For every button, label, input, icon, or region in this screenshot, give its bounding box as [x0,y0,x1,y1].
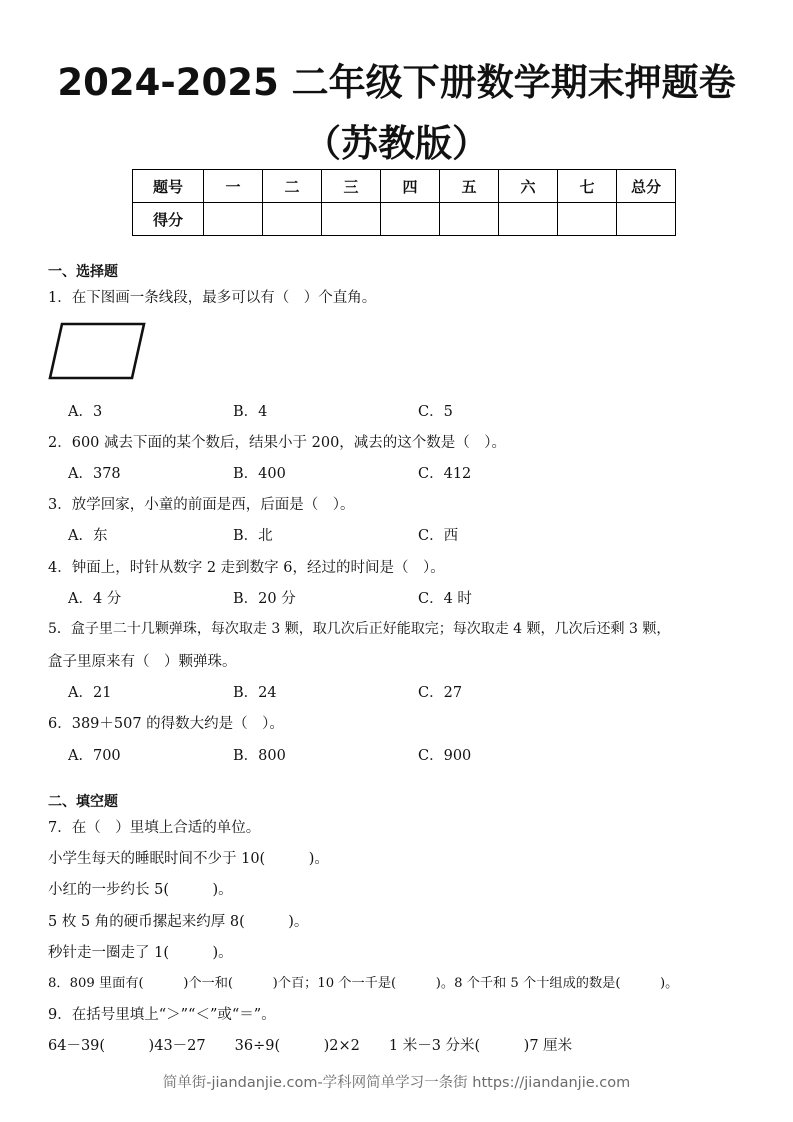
q7-item: 5 枚 5 角的硬币摞起来约厚 8( )。 [48,914,309,930]
score-header-cell: 题号 [133,170,204,203]
question-2: 2．600 减去下面的某个数后，结果小于 200，减去的这个数是（ ）。 [48,435,507,451]
q3-option-b[interactable]: B．北 [233,528,273,544]
question-5-line-2: 盒子里原来有（ ）颗弹珠。 [48,654,237,670]
score-header-cell: 六 [499,170,558,203]
score-header-cell: 一 [204,170,263,203]
section-heading-fill: 二、填空题 [48,794,118,810]
q7-item: 秒针走一圈走了 1( )。 [48,945,233,961]
question-4: 4．钟面上，时针从数字 2 走到数字 6，经过的时间是（ ）。 [48,560,445,576]
q9-items: 64－39( )43－27 36÷9( )2×2 1 米－3 分米( )7 厘米 [48,1038,573,1054]
score-cell[interactable] [499,203,558,236]
score-header-cell: 二 [263,170,322,203]
score-cell[interactable] [440,203,499,236]
q3-option-a[interactable]: A．东 [68,528,108,544]
q5-option-b[interactable]: B．24 [233,685,277,701]
q7-item: 小学生每天的睡眠时间不少于 10( )。 [48,851,329,867]
q4-option-a[interactable]: A．4 分 [68,591,122,607]
score-table-header-row [133,170,676,203]
page-subtitle: （苏教版） [304,122,489,165]
question-7: 7．在（ ）里填上合适的单位。 [48,820,261,836]
question-5-line-1: 5．盒子里二十几颗弹珠，每次取走 3 颗，取几次后正好能取完；每次取走 4 颗，几次后还剩 3 颗， [48,621,671,637]
q5-option-a[interactable]: A．21 [68,685,112,701]
q1-option-c[interactable]: C．5 [418,404,453,420]
score-table [132,169,676,236]
score-cell[interactable] [617,203,676,236]
q6-option-b[interactable]: B．800 [233,748,286,764]
q6-option-c[interactable]: C．900 [418,748,472,764]
score-row-label: 得分 [133,203,204,236]
score-header-cell: 三 [322,170,381,203]
score-header-cell: 总分 [617,170,676,203]
q2-option-b[interactable]: B．400 [233,466,286,482]
q2-option-a[interactable]: A．378 [68,466,121,482]
section-heading-choice: 一、选择题 [48,264,118,280]
question-1: 1．在下图画一条线段，最多可以有（ ）个直角。 [48,290,377,306]
question-8: 8．809 里面有( )个一和( )个百；10 个一千是( )。8 个千和 5 个十组成的数是( )。 [48,976,679,991]
score-cell[interactable] [558,203,617,236]
q4-option-b[interactable]: B．20 分 [233,591,296,607]
q3-option-c[interactable]: C．西 [418,528,459,544]
q7-item: 小红的一步约长 5( )。 [48,882,233,898]
q1-option-b[interactable]: B．4 [233,404,268,420]
page-title: 2024-2025 二年级下册数学期末押题卷 [57,61,736,104]
score-cell[interactable] [263,203,322,236]
q6-option-a[interactable]: A．700 [68,748,121,764]
q4-option-c[interactable]: C．4 时 [418,591,472,607]
question-9: 9．在括号里填上“＞”“＜”或“＝”。 [48,1007,276,1023]
question-3: 3．放学回家，小童的前面是西，后面是（ ）。 [48,497,355,513]
score-header-cell: 五 [440,170,499,203]
score-header-cell: 七 [558,170,617,203]
q2-option-c[interactable]: C．412 [418,466,472,482]
q5-option-c[interactable]: C．27 [418,685,463,701]
parallelogram-figure [46,318,150,384]
footer-watermark: 简单街-jiandanjie.com-学科网简单学习一条街 https://jiandanjie.com [162,1075,631,1091]
score-header-cell: 四 [381,170,440,203]
score-cell[interactable] [322,203,381,236]
q1-option-a[interactable]: A．3 [68,404,103,420]
score-table-score-row [133,203,676,236]
score-cell[interactable] [381,203,440,236]
score-cell[interactable] [204,203,263,236]
question-6: 6．389＋507 的得数大约是（ ）。 [48,716,284,732]
